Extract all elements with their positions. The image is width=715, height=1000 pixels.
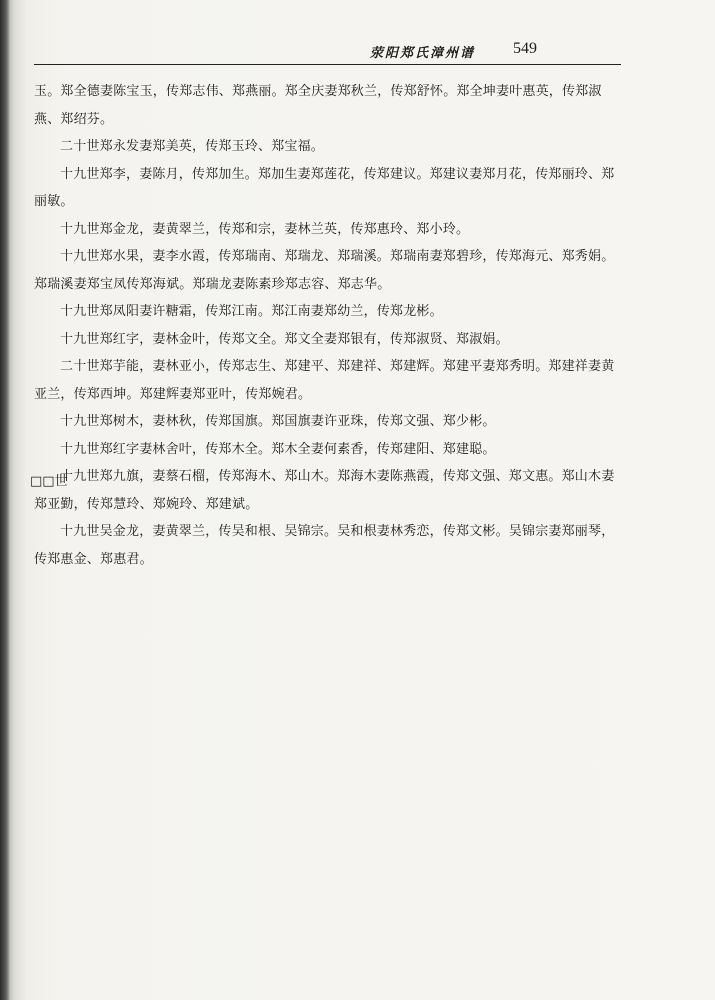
paragraph: 十九世郑树木，妻林秋，传郑国旗。郑国旗妻许亚珠，传郑文强、郑少彬。	[60, 414, 496, 429]
paragraph: 玉。郑全德妻陈宝玉，传郑志伟、郑燕丽。郑全庆妻郑秋兰，传郑舒怀。郑全坤妻叶惠英，传郑淑燕、郑绍芬。	[34, 84, 602, 127]
paragraph: 十九世吴金龙，妻黄翠兰，传吴和根、吴锦宗。吴和根妻林秀恋，传郑文彬。吴锦宗妻郑丽琴，传郑惠金、郑惠君。	[34, 524, 615, 567]
book-spine-shadow	[0, 0, 10, 1000]
header-title: 荥阳郑氏漳州谱	[369, 46, 475, 61]
paragraph: 十九世郑红字，妻林金叶，传郑文全。郑文全妻郑银有，传郑淑贤、郑淑娟。	[60, 331, 509, 347]
paragraph: 十九世郑李，妻陈月，传郑加生。郑加生妻郑莲花，传郑建议。郑建议妻郑月花，传郑丽玲、郑丽敏。	[34, 166, 615, 209]
paragraph: 十九世郑水果，妻李水霞，传郑瑞南、郑瑞龙、郑瑞溪。郑瑞南妻郑碧珍，传郑海元、郑秀娟。郑瑞溪妻郑宝凤传郑海斌。郑瑞龙妻陈素珍郑志容、郑志华。	[34, 249, 615, 292]
paragraph: 十九世郑九旗，妻蔡石榴，传郑海木、郑山木。郑海木妻陈燕霞，传郑文强、郑文惠。郑山木妻郑亚勤，传郑慧玲、郑婉玲、郑建斌。	[34, 469, 615, 512]
page-number: 549	[513, 40, 537, 57]
paragraph: 十九世郑金龙，妻黄翠兰，传郑和宗，妻林兰英，传郑惠玲、郑小玲。	[60, 221, 470, 237]
paragraph: 十九世郑凤阳妻许糖霜，传郑江南。郑江南妻郑幼兰，传郑龙彬。	[60, 304, 443, 319]
running-header	[30, 38, 615, 64]
paragraph: 二十世郑芋能，妻林亚小，传郑志生、郑建平、郑建祥、郑建辉。郑建平妻郑秀明。郑建祥妻黄亚兰，传郑西坤。郑建辉妻郑亚叶，传郑婉君。	[34, 359, 615, 402]
section-marker: □□世	[30, 474, 68, 489]
body-text	[34, 78, 616, 573]
paragraph: 二十世郑永发妻郑美英，传郑玉玲、郑宝福。	[60, 139, 325, 154]
paragraph: 十九世郑红字妻林舍叶，传郑木全。郑木全妻何素香，传郑建阳、郑建聪。	[60, 441, 496, 457]
header-rule	[34, 64, 621, 65]
